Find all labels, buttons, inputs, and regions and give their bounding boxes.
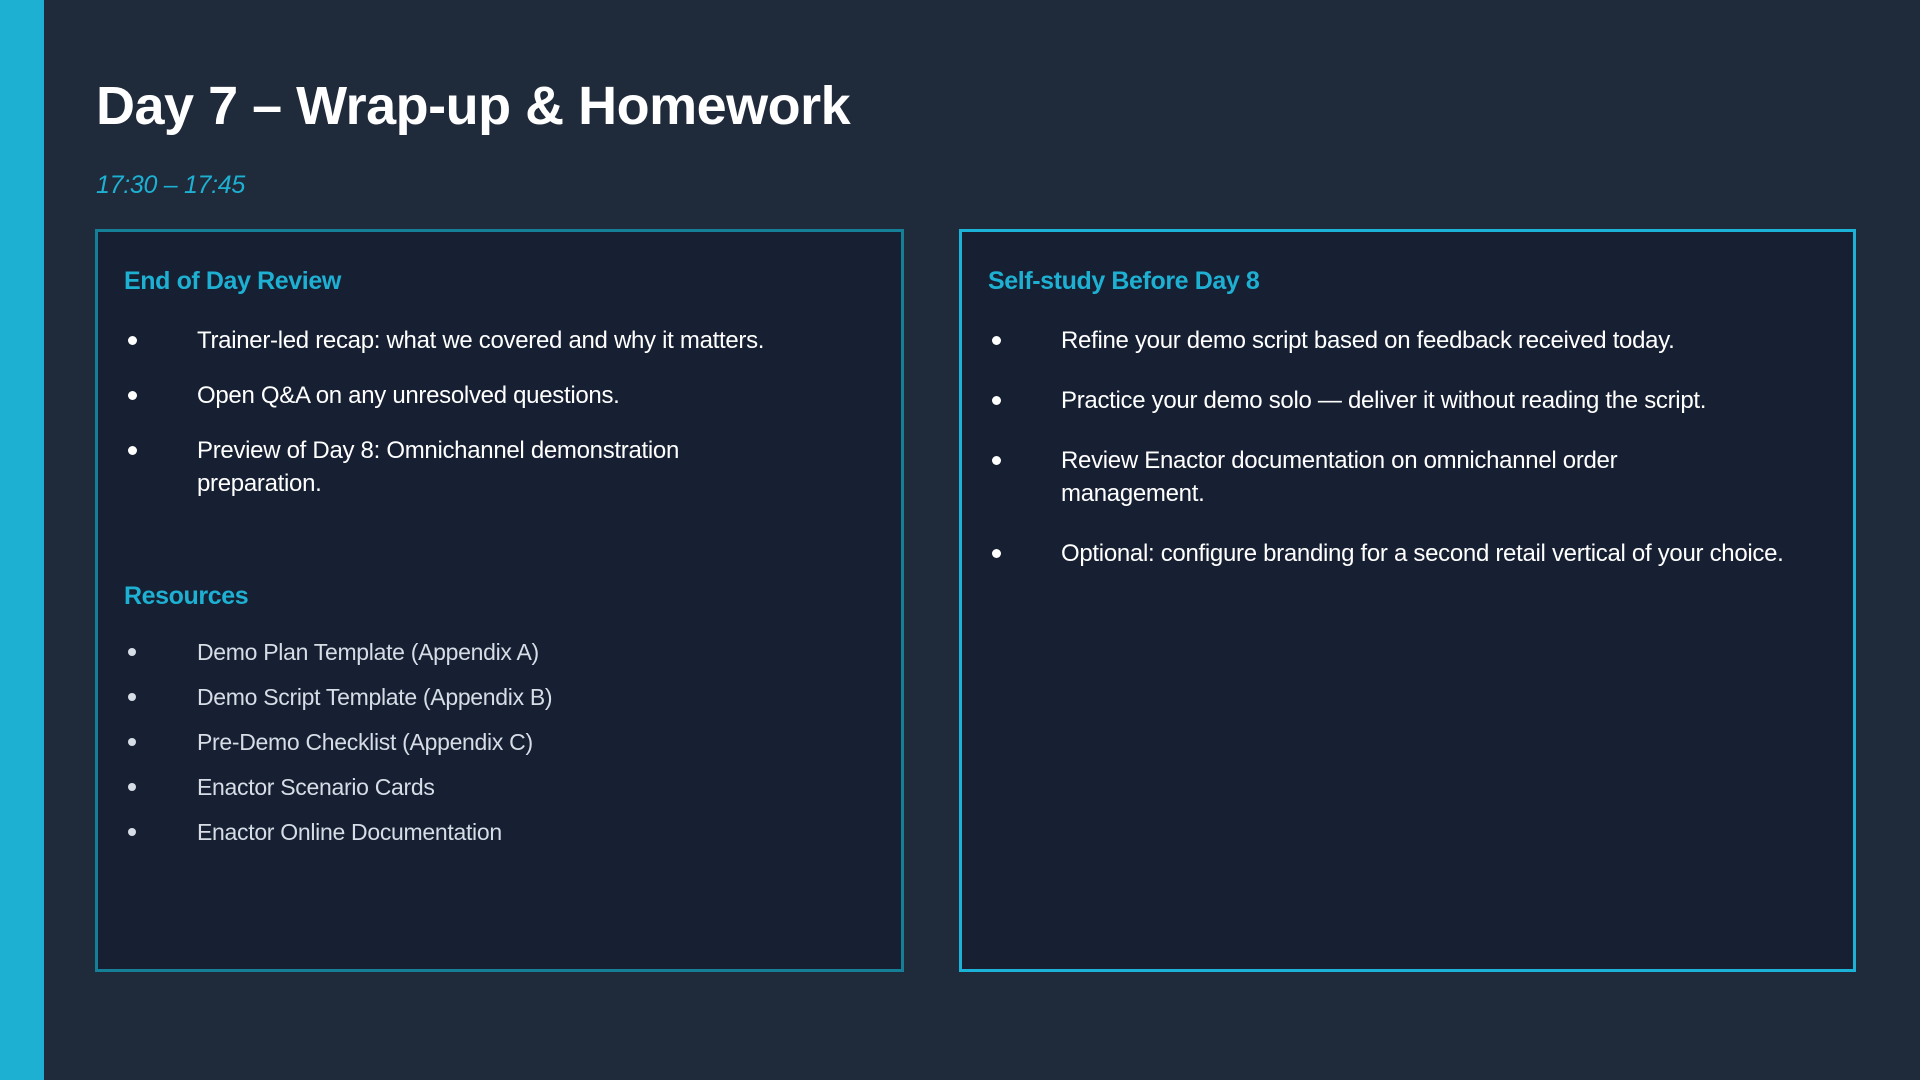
time-range: 17:30 – 17:45	[96, 171, 246, 199]
list-item	[990, 324, 1820, 357]
bullet-icon	[128, 446, 137, 455]
list-item	[126, 434, 866, 500]
list-item	[126, 324, 866, 357]
self-study-card	[959, 229, 1856, 972]
bullet-icon	[128, 783, 136, 791]
resource-item	[126, 727, 866, 757]
self-study-list	[990, 324, 1820, 597]
end-of-day-review-card	[95, 229, 904, 972]
resources-heading: Resources	[124, 582, 249, 610]
list-item-text: Review Enactor documentation on omnichannel order management.	[1061, 447, 1618, 507]
bullet-icon	[128, 738, 136, 746]
list-item	[990, 444, 1820, 510]
resource-item	[126, 637, 866, 667]
list-item-text: Practice your demo solo — deliver it without reading the script.	[1061, 387, 1707, 414]
resource-item	[126, 772, 866, 802]
accent-stripe	[0, 0, 44, 1080]
review-heading: End of Day Review	[124, 267, 341, 295]
resource-item-text: Enactor Online Documentation	[197, 819, 502, 845]
resources-list	[126, 637, 866, 862]
list-item-text: Optional: configure branding for a second retail vertical of your choice.	[1061, 540, 1784, 567]
resource-item	[126, 817, 866, 847]
list-item-text: Open Q&A on any unresolved questions.	[197, 382, 620, 409]
bullet-icon	[992, 549, 1001, 558]
resource-item-text: Pre-Demo Checklist (Appendix C)	[197, 729, 533, 755]
bullet-icon	[128, 693, 136, 701]
slide-title: Day 7 – Wrap-up & Homework	[96, 76, 851, 136]
list-item	[990, 384, 1820, 417]
bullet-icon	[128, 336, 137, 345]
self-study-heading: Self-study Before Day 8	[988, 267, 1260, 295]
bullet-icon	[128, 828, 136, 836]
bullet-icon	[992, 336, 1001, 345]
bullet-icon	[992, 396, 1001, 405]
bullet-icon	[128, 648, 136, 656]
list-item-text: Refine your demo script based on feedback received today.	[1061, 327, 1675, 354]
list-item	[126, 379, 866, 412]
list-item-text: Preview of Day 8: Omnichannel demonstration preparation.	[197, 437, 680, 497]
list-item-text: Trainer-led recap: what we covered and why it matters.	[197, 327, 765, 354]
bullet-icon	[992, 456, 1001, 465]
list-item	[990, 537, 1820, 570]
resource-item-text: Demo Plan Template (Appendix A)	[197, 639, 539, 665]
review-list	[126, 324, 866, 522]
bullet-icon	[128, 391, 137, 400]
resource-item-text: Demo Script Template (Appendix B)	[197, 684, 553, 710]
resource-item-text: Enactor Scenario Cards	[197, 774, 435, 800]
resource-item	[126, 682, 866, 712]
